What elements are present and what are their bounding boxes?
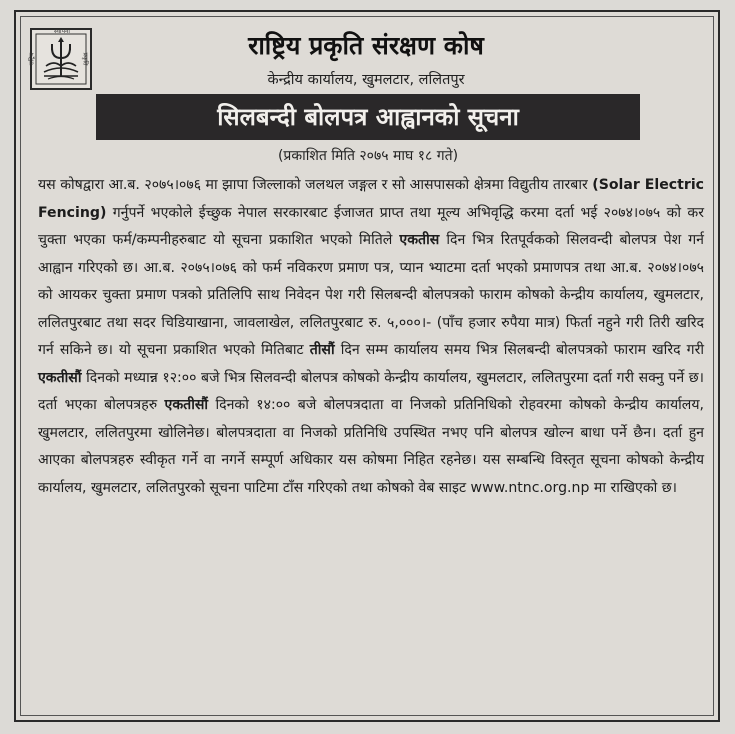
- body-text-9: दिनको मध्यान्न १२:०० बजे भित्र सिलवन्दी बोलपत्र कोषको केन्द्रीय कार्यालय, खुमलटार, ललितपुरमा दर्ता गरी सक्नु पर्ने छ। दर्ता भएका बोलपत्रहरु: [38, 369, 704, 413]
- body-tisaun: तीसौं: [309, 342, 335, 358]
- office-address: केन्द्रीय कार्यालय, खुमलटार, ललितपुर: [267, 72, 465, 88]
- organization-logo: [30, 28, 92, 90]
- body-text-5: दिन भित्र रितपूर्वकको सिलवन्दी बोलपत्र पेश गर्न आह्वान गरिएको छ। आ.ब. २०७५।०७६ को फर्म नविकरण प्रमाण पत्र, प्यान भ्याटमा दर्ता भएको प्रमाणपत्र तथा आ.ब. २०७४।०७५ को आयकर चुक्ता प्रमाण पत्रको प्रतिलिपि साथ निवेदन पेश गरी सिलबन्दी बोलपत्रको फाराम कोषको केन्द्रीय कार्यालय, खुमलटार, ललितपुरबाट तथा सदर चिडियाखाना, जावलाखेल, ललितपुरबाट रु. ५,०००।- (पाँच हजार रुपैया मात्र) फिर्ता नहुने गरी तिरी खरिद गर्न सकिने छ। यो सूचना प्रकाशित भएको मितिबाट: [38, 232, 704, 358]
- notice-frame: [14, 10, 720, 722]
- body-text-13: मा राखिएको छ।: [589, 479, 678, 496]
- body-solar-fencing: (Solar Electric Fencing): [38, 177, 705, 221]
- logo-seal-text-top: स्थापना: [54, 28, 70, 35]
- notice-title-banner: सिलबन्दी बोलपत्र आह्वानको सूचना: [96, 94, 640, 140]
- body-text-11: दिनको १४:०० बजे बोलपत्रदाता वा निजको प्रतिनिधिको रोहवरमा कोषको केन्द्रीय कार्यालय, खुमलटार, ललितपुरमा खोलिनेछ। बोलपत्रदाता वा निजको प्रतिनिधि उपस्थित नभए पनि बोलपत्र खोल्न बाधा पर्ने छैन। दर्ता हुन आएका बोलपत्रहरु स्वीकृत गर्ने वा नगर्ने सम्पूर्ण अधिकार यस कोषमा निहित रहनेछ। यस सम्बन्धि विस्तृत सूचना कोषको केन्द्रीय कार्यालय, खुमलटार, ललितपुरको सूचना पाटिमा टाँस गरिएको तथा कोषको वेब साइट: [38, 397, 704, 496]
- body-text-7: दिन सम्म कार्यालय समय भित्र सिलबन्दी बोलपत्रको फाराम खरिद गरी: [334, 342, 704, 358]
- organization-name: राष्ट्रिय प्रकृति संरक्षण कोष: [248, 31, 484, 60]
- logo-seal-text-left: राष्ट्रिय: [28, 52, 36, 66]
- body-ektisaun-1: एकतीसौं: [38, 369, 82, 386]
- body-text-1: यस कोषद्वारा आ.ब. २०७५।०७६ मा झापा जिल्लाको जलथल जङ्गल र सो आसपासको क्षेत्रमा विद्युतीय तारबार: [38, 177, 593, 193]
- published-date: (प्रकाशित मिति २०७५ माघ १८ गते): [277, 148, 459, 164]
- body-ektis: एकतीस: [399, 232, 440, 248]
- body-ektisaun-2: एकतीसौं: [164, 397, 209, 413]
- notice-body: [38, 172, 704, 502]
- body-text-3: गर्नुपर्ने भएकोले ईच्छुक नेपाल सरकारबाट ईजाजत प्राप्त तथा मूल्य अभिवृद्धि करमा दर्ता भई २०७४।०७५ को कर चुक्ता भएका फर्म/कम्पनीहरुबाट यो सूचना प्रकाशित भएको मितिले: [38, 204, 704, 248]
- logo-seal-text-right: प्रकृति: [81, 52, 89, 66]
- website-url: www.ntnc.org.np: [470, 479, 590, 496]
